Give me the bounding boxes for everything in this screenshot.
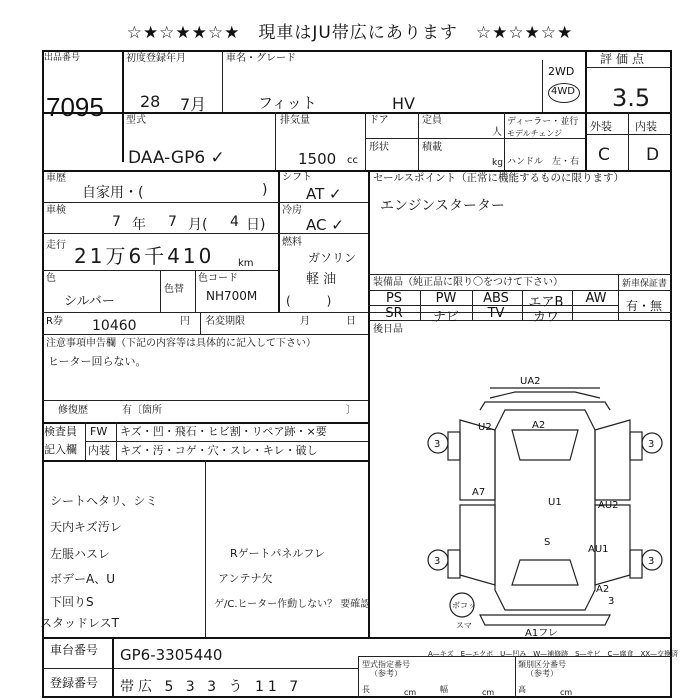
score-value: 3.5 bbox=[612, 84, 651, 112]
note-line-6: スタッドレスT bbox=[40, 616, 119, 630]
equip-ps: PS bbox=[385, 291, 403, 306]
right-note-2: アンテナ欠 bbox=[218, 572, 273, 585]
mark-au2: AU2 bbox=[598, 500, 619, 511]
model-label: 型式 bbox=[126, 115, 146, 126]
dim-height: 高 bbox=[518, 685, 526, 694]
car-grade: HV bbox=[392, 94, 415, 113]
inspector-int-items: キズ・汚・コゲ・穴・スレ・キレ・破し bbox=[120, 444, 318, 457]
repair-value: 有〔箇所 bbox=[122, 405, 162, 416]
mark-3-extra: 3 bbox=[608, 596, 615, 607]
car-name: フィット bbox=[258, 94, 317, 112]
int-score: D bbox=[646, 145, 660, 165]
aircon-label: 冷房 bbox=[282, 205, 302, 216]
displacement-value: 1500 bbox=[298, 150, 337, 168]
mark-3-front-left: 3 bbox=[434, 439, 441, 450]
color-change-label: 色替 bbox=[164, 284, 184, 295]
equip-navi: ナビ bbox=[432, 310, 459, 325]
mark-3-rear-right: 3 bbox=[648, 556, 655, 567]
diagram-bottom-label: A1フレ bbox=[525, 628, 558, 639]
registration-year: 28 bbox=[140, 92, 161, 111]
lot-label: 出品番号 bbox=[44, 53, 81, 63]
color-code: NH700M bbox=[206, 289, 258, 303]
dim-width: 幅 bbox=[440, 685, 448, 694]
inspector-label: 検査員 bbox=[44, 425, 77, 438]
dim-length-unit: cm bbox=[404, 688, 417, 697]
installed-label: 後日品 bbox=[373, 324, 403, 335]
warranty-value: 有・無 bbox=[626, 299, 663, 313]
inspection-month-unit: 月( bbox=[188, 217, 208, 233]
inspection-month: 7 bbox=[168, 214, 177, 230]
name-change-month: 月 bbox=[300, 316, 310, 327]
plate-value: 帯広 5 3 3 う 11 7 bbox=[120, 679, 303, 695]
int-label: 内装 bbox=[635, 120, 657, 133]
history-value: 自家用・( bbox=[82, 185, 144, 201]
mark-s: S bbox=[544, 537, 551, 548]
plate-label: 登録番号 bbox=[50, 676, 99, 690]
mileage-unit: km bbox=[238, 258, 254, 269]
equip-tv: TV bbox=[487, 306, 505, 321]
equip-leather: カワ bbox=[532, 310, 559, 325]
aircon-value: AC ✓ bbox=[306, 216, 344, 234]
color-value: シルバー bbox=[64, 294, 115, 309]
fuel-option: 軽 油 bbox=[306, 272, 337, 287]
displacement-unit: cc bbox=[347, 155, 358, 166]
ext-score: C bbox=[598, 145, 610, 165]
warranty-label: 新車保証書 bbox=[622, 279, 668, 289]
color-label: 色 bbox=[46, 273, 56, 284]
car-label: 車名・グレード bbox=[226, 53, 296, 64]
right-note-3: ゲ/C.ヒーター作動しない？ 要確認 bbox=[214, 599, 371, 610]
mark-a2-rear: A2 bbox=[596, 584, 610, 595]
body-shape-label: 形状 bbox=[369, 142, 389, 153]
inspection-day: 4 bbox=[230, 214, 239, 230]
sales-label: セールスポイント（正常に機能するものに限ります） bbox=[373, 172, 625, 184]
equip-abs: ABS bbox=[483, 291, 509, 306]
designation-sub: （参考） bbox=[370, 669, 402, 678]
inspector-int: 内装 bbox=[88, 444, 110, 457]
chassis-label: 車台番号 bbox=[50, 643, 99, 657]
load-label: 積載 bbox=[422, 142, 442, 153]
note-line-3: 左脹ハスレ bbox=[50, 547, 111, 561]
inspector-fw-items: キズ・凹・飛石・ヒビ割・リペア跡・×要 bbox=[120, 425, 327, 438]
inspection-year-unit: 年 bbox=[132, 217, 146, 233]
name-change-label: 名変期限 bbox=[205, 316, 245, 327]
inspector-entry: 記入欄 bbox=[44, 443, 77, 456]
mark-3-front-right: 3 bbox=[648, 439, 655, 450]
note-line-2: 天内キズ汚レ bbox=[50, 520, 122, 534]
dealer-label: ディーラー・並行 bbox=[507, 117, 579, 127]
lot-number: 7095 bbox=[46, 92, 104, 122]
mark-u1: U1 bbox=[548, 497, 562, 508]
header-title: ☆★☆★★☆★ 現車はJU帯広にあります ☆★☆★☆★ bbox=[126, 23, 574, 43]
history-close: ) bbox=[262, 182, 268, 198]
note-line-5: 下回りS bbox=[50, 595, 94, 609]
score-label: 評価点 bbox=[600, 52, 649, 66]
equip-aw: AW bbox=[585, 291, 607, 306]
mileage-label: 走行 bbox=[46, 240, 66, 251]
mileage-value: 21万6千410 bbox=[74, 244, 215, 268]
inspector-fw: FW bbox=[90, 425, 108, 438]
right-note-1: Rゲートパネルフレ bbox=[230, 547, 325, 560]
equipment-label: 装備品（純正品に限り〇をつけて下さい） bbox=[373, 277, 563, 288]
equip-airbag: エアB bbox=[528, 295, 564, 310]
door-label: ドア bbox=[369, 115, 389, 126]
recycle-value: 10460 bbox=[92, 318, 137, 334]
mark-u2-front: U2 bbox=[478, 422, 492, 433]
capacity-unit: 人 bbox=[492, 127, 502, 138]
model-value: DAA-GP6 ✓ bbox=[128, 148, 225, 168]
notes-label: 注意事項申告欄（下記の内容等は具体的に記入して下さい） bbox=[46, 338, 316, 349]
dim-height-unit: cm bbox=[560, 688, 573, 697]
history-label: 車歴 bbox=[46, 173, 66, 184]
diagram-top-label: UA2 bbox=[520, 376, 541, 387]
recycle-label: R券 bbox=[46, 316, 63, 327]
repair-close: 〕 bbox=[346, 405, 356, 416]
notes-value: ヒーター回らない。 bbox=[48, 355, 147, 368]
equip-pw: PW bbox=[435, 291, 457, 306]
equip-sr: SR bbox=[385, 306, 403, 321]
drive-2wd: 2WD bbox=[548, 65, 575, 78]
dim-width-unit: cm bbox=[482, 688, 495, 697]
diagram-stamp-sub: スマ bbox=[456, 621, 472, 630]
registration-month: 7月 bbox=[180, 95, 207, 114]
color-paren: ( ) bbox=[286, 294, 332, 308]
capacity-label: 定員 bbox=[422, 115, 442, 126]
fuel-label: 燃料 bbox=[282, 237, 302, 248]
designation-label: 型式指定番号 bbox=[362, 660, 410, 669]
shift-label: シフト bbox=[282, 172, 312, 183]
category-sub: （参考） bbox=[526, 669, 558, 678]
dim-length: 長 bbox=[362, 685, 370, 694]
shift-value: AT ✓ bbox=[306, 185, 342, 203]
recycle-unit: 円 bbox=[180, 316, 190, 327]
mark-a7: A7 bbox=[472, 487, 486, 498]
mark-3-rear-left: 3 bbox=[434, 556, 441, 567]
diagram-legend: A—キズ E—エクボ U—凹み W—補修跡 S—サビ C—腐食 XX—交換済 bbox=[428, 650, 679, 658]
chassis-value: GP6-3305440 bbox=[120, 646, 223, 664]
displacement-label: 排気量 bbox=[280, 115, 310, 126]
car-damage-diagram bbox=[420, 370, 670, 640]
load-unit: kg bbox=[492, 158, 503, 168]
color-code-label: 色コード bbox=[198, 273, 238, 284]
fuel-value: ガソリン bbox=[308, 251, 357, 265]
drive-4wd: 4WD bbox=[551, 86, 575, 97]
repair-label: 修復歴 bbox=[58, 405, 88, 416]
note-line-4: ボデーA、U bbox=[50, 572, 115, 586]
sales-value: エンジンスターター bbox=[380, 198, 505, 214]
note-line-1: シートヘタリ、シミ bbox=[50, 494, 158, 508]
category-label: 類別区分番号 bbox=[518, 660, 566, 669]
name-change-day: 日 bbox=[346, 316, 356, 327]
handle-label: ハンドル 左・右 bbox=[507, 157, 580, 167]
model-change-label: モデルチェンジ bbox=[507, 129, 563, 138]
inspection-label: 車検 bbox=[46, 205, 66, 216]
ext-label: 外装 bbox=[590, 120, 612, 133]
diagram-stamp: ボコッ bbox=[452, 601, 476, 610]
inspection-day-unit: 日) bbox=[246, 217, 266, 233]
mark-a2-roof: A2 bbox=[532, 420, 546, 431]
inspection-year: 7 bbox=[112, 214, 121, 230]
mark-au1: AU1 bbox=[588, 544, 609, 555]
registration-label: 初度登録年月 bbox=[126, 53, 186, 64]
